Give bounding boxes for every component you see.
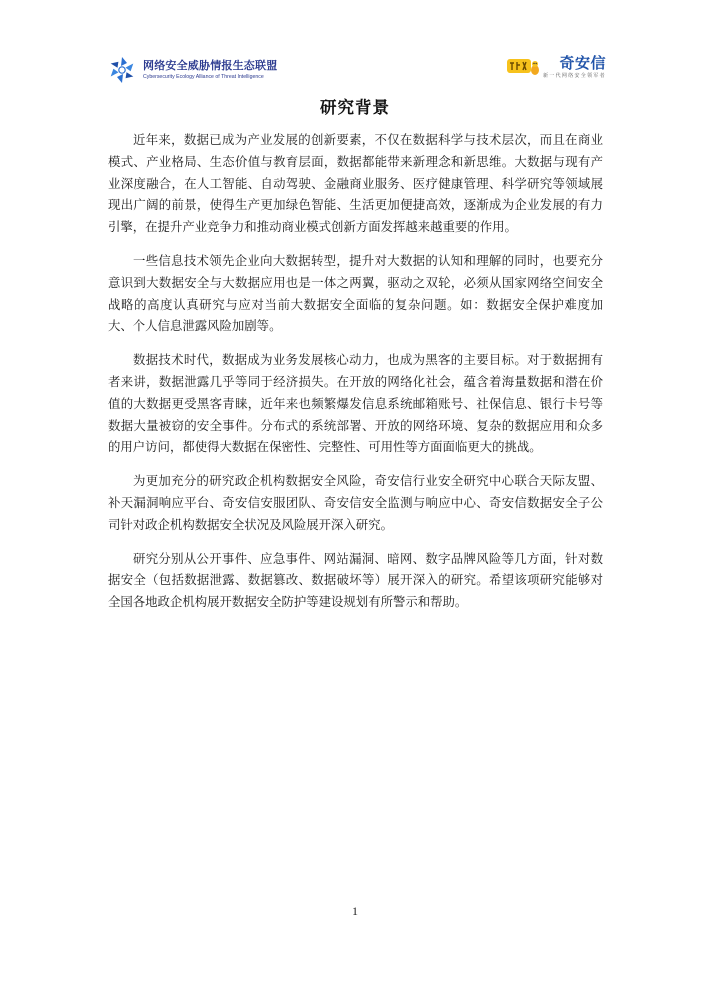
paragraph: 为更加充分的研究政企机构数据安全风险，奇安信行业安全研究中心联合天际友盟、补天漏洞响应平台、奇安信安服团队、奇安信安全监测与响应中心、奇安信数据安全子公司针对政企机构数据安全状况及风险展开深入研究。	[108, 473, 603, 532]
section-title: 研究背景	[320, 98, 390, 117]
brand-slogan: 新一代网络安全领军者	[542, 73, 606, 79]
page-number: 1	[352, 904, 358, 918]
alliance-name: 网络安全威胁情报生态联盟	[143, 59, 278, 72]
qianxin-mascot-icon	[506, 54, 543, 78]
alliance-english-name: Cybersecurity Ecology Alliance of Threat Intelligence	[143, 74, 264, 80]
body-text	[108, 129, 603, 625]
brand-name: 奇安信	[559, 54, 606, 72]
paragraph: 近年来，数据已成为产业发展的创新要素，不仅在数据科学与技术层次，而且在商业模式、产业格局、生态价值与教育层面，数据都能带来新理念和新思维。大数据与现有产业深度融合，在人工智能、自动驾驶、金融商业服务、医疗健康管理、科学研究等领域展现出广阔的前景，使得生产更加绿色智能、生活更加便捷高效，逐渐成为企业发展的有力引擎，在提升产业竞争力和推动商业模式创新方面发挥越来越重要的作用。	[108, 132, 603, 235]
paragraph: 研究分别从公开事件、应急事件、网站漏洞、暗网、数字品牌风险等几方面，针对数据安全（包括数据泄露、数据篡改、数据破坏等）展开深入的研究。希望该项研究能够对全国各地政企机构展开数据安全防护等建设规划有所警示和帮助。	[108, 550, 603, 610]
paragraph: 一些信息技术领先企业向大数据转型，提升对大数据的认知和理解的同时，也要充分意识到大数据安全与大数据应用也是一体之两翼，驱动之双轮，必须从国家网络空间安全战略的高度认真研究与应对当前大数据安全面临的复杂问题。如：数据安全保护难度加大、个人信息泄露风险加剧等。	[108, 252, 603, 334]
alliance-logo	[107, 52, 277, 88]
paragraph: 数据技术时代，数据成为业务发展核心动力，也成为黑客的主要目标。对于数据拥有者来讲，数据泄露几乎等同于经济损失。在开放的网络化社会，蕴含着海量数据和潜在价值的大数据更受黑客青睐，近年来也频繁爆发信息系统邮箱账号、社保信息、银行卡号等数据大量被窃的安全事件。分布式的系统部署、开放的网络环境、复杂的数据应用和众多的用户访问，都使得大数据在保密性、完整性、可用性等方面面临更大的挑战。	[108, 352, 603, 455]
qianxin-logo	[506, 54, 606, 86]
alliance-logo-icon	[107, 55, 137, 85]
page-header	[0, 52, 710, 92]
